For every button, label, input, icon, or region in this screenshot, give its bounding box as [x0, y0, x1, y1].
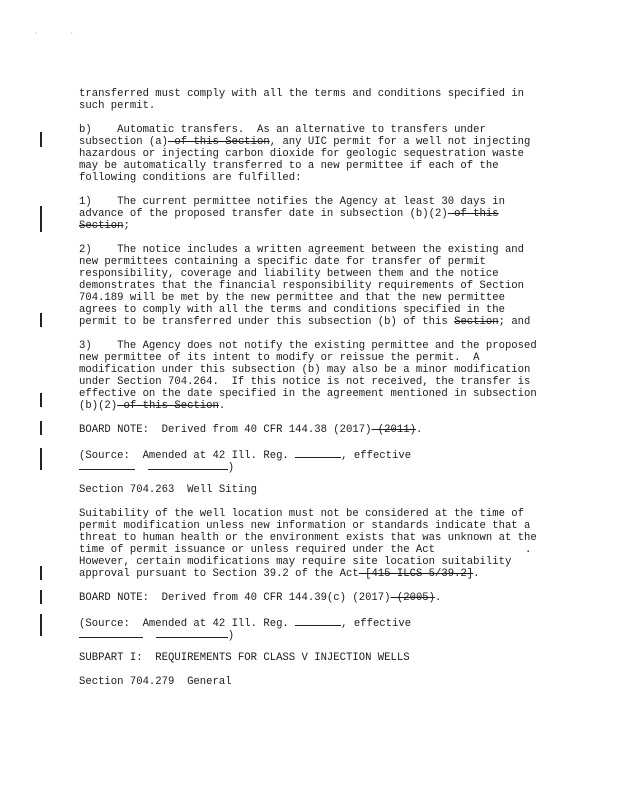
blank-field	[79, 628, 143, 638]
blank-field	[295, 448, 341, 458]
section-heading: Section 704.279 General	[79, 676, 232, 688]
text-run: subsection (a)	[79, 136, 169, 148]
text-line: transferred must comply with all the terms and conditions specified in	[79, 88, 525, 100]
deleted-text: of this	[447, 208, 499, 220]
text-line: responsibility, coverage and liability between them and the notice	[79, 268, 499, 280]
text-run: .	[415, 424, 423, 436]
source-note	[79, 628, 234, 642]
text-run: , effective	[341, 618, 412, 630]
text-line: 704.189 will be met by the new permittee and that the new permittee	[79, 292, 505, 304]
text-line	[79, 316, 530, 328]
text-line: new permittee of its intent to modify or reissue the permit. A	[79, 352, 480, 364]
text-line: 1) The current permittee notifies the Agency at least 30 days in	[79, 196, 505, 208]
text-line: permit modification unless new information or standards indicate that a	[79, 520, 531, 532]
text-line	[79, 220, 130, 232]
section-heading: Section 704.263 Well Siting	[79, 484, 258, 496]
deleted-text: (2011)	[371, 424, 416, 436]
text-line: demonstrates that the financial responsibility requirements of Section	[79, 280, 525, 292]
revision-bar	[40, 421, 42, 435]
text-line: may be automatically transferred to a new permittee if each of the	[79, 160, 499, 172]
text-line: However, certain modifications may require site location suitability	[79, 556, 512, 568]
text-run: .	[525, 544, 532, 556]
text-line: new permittees containing a specific date for transfer of permit	[79, 256, 486, 268]
text-run: (Source: Amended at 42 Ill. Reg.	[79, 450, 296, 462]
text-run: )	[227, 630, 235, 642]
text-run: BOARD NOTE: Derived from 40 CFR 144.38 (2017)	[79, 424, 372, 436]
revision-bar	[40, 448, 42, 470]
text-line: such permit.	[79, 100, 156, 112]
text-run: permit to be transferred under this subsection (b) of this	[79, 316, 455, 328]
text-line	[79, 136, 530, 148]
revision-bar	[40, 313, 42, 327]
text-run: (b)(2)	[79, 400, 118, 412]
text-line: Suitability of the well location must not be considered at the time of	[79, 508, 525, 520]
text-line: b) Automatic transfers. As an alternative to transfers under	[79, 124, 486, 136]
board-note	[79, 424, 422, 436]
scan-speck: ·	[34, 30, 38, 37]
text-line: 3) The Agency does not notify the existing permittee and the proposed	[79, 340, 537, 352]
deleted-text: of this Section	[117, 400, 219, 412]
revision-bar	[40, 132, 42, 147]
text-run: .	[435, 592, 442, 604]
text-run: .	[218, 400, 226, 412]
revision-bar	[40, 393, 42, 407]
text-line	[79, 208, 499, 220]
text-run: ;	[123, 220, 130, 232]
revision-bar	[40, 614, 42, 636]
deleted-text: Section	[454, 316, 499, 328]
text-run: .	[473, 568, 480, 580]
text-run: advance of the proposed transfer date in subsection (b)(2)	[79, 208, 448, 220]
text-line: effective on the date specified in the agreement mentioned in subsection	[79, 388, 537, 400]
text-line: hazardous or injecting carbon dioxide for geologic sequestration waste	[79, 148, 525, 160]
text-run: time of permit issuance or unless required under the Act	[79, 544, 436, 556]
text-line: threat to human health or the environment exists that was unknown at the	[79, 532, 537, 544]
text-line: following conditions are fulfilled:	[79, 172, 302, 184]
text-run: )	[227, 462, 235, 474]
text-run: BOARD NOTE: Derived from 40 CFR 144.39(c) (2017)	[79, 592, 391, 604]
text-run: ; and	[498, 316, 531, 328]
text-run: , any UIC permit for a well not injecting	[269, 136, 531, 148]
text-line: agrees to comply with all the terms and conditions specified in the	[79, 304, 505, 316]
revision-bar	[40, 566, 42, 580]
deleted-text: [415 ILCS 5/39.2]	[358, 568, 474, 580]
text-run: , effective	[341, 450, 412, 462]
blank-field	[148, 460, 228, 470]
revision-bar	[40, 590, 42, 604]
text-line	[79, 568, 480, 580]
scan-speck: ·	[70, 30, 74, 37]
text-line: 2) The notice includes a written agreement between the existing and	[79, 244, 525, 256]
text-run: (Source: Amended at 42 Ill. Reg.	[79, 618, 296, 630]
blank-field	[156, 628, 228, 638]
blank-field	[295, 616, 341, 626]
board-note	[79, 592, 441, 604]
blank-field	[79, 460, 135, 470]
subpart-heading: SUBPART I: REQUIREMENTS FOR CLASS V INJECTION WELLS	[79, 652, 410, 664]
text-line: under Section 704.264. If this notice is not received, the transfer is	[79, 376, 531, 388]
deleted-text: Section	[79, 220, 124, 232]
text-line	[79, 400, 225, 412]
source-note	[79, 460, 234, 474]
deleted-text: (2005)	[390, 592, 436, 604]
deleted-text: of this Section	[168, 136, 270, 148]
text-line	[79, 544, 531, 556]
revision-bar	[40, 206, 42, 232]
text-line: modification under this subsection (b) may also be a minor modification	[79, 364, 531, 376]
text-run: approval pursuant to Section 39.2 of the Act	[79, 568, 359, 580]
